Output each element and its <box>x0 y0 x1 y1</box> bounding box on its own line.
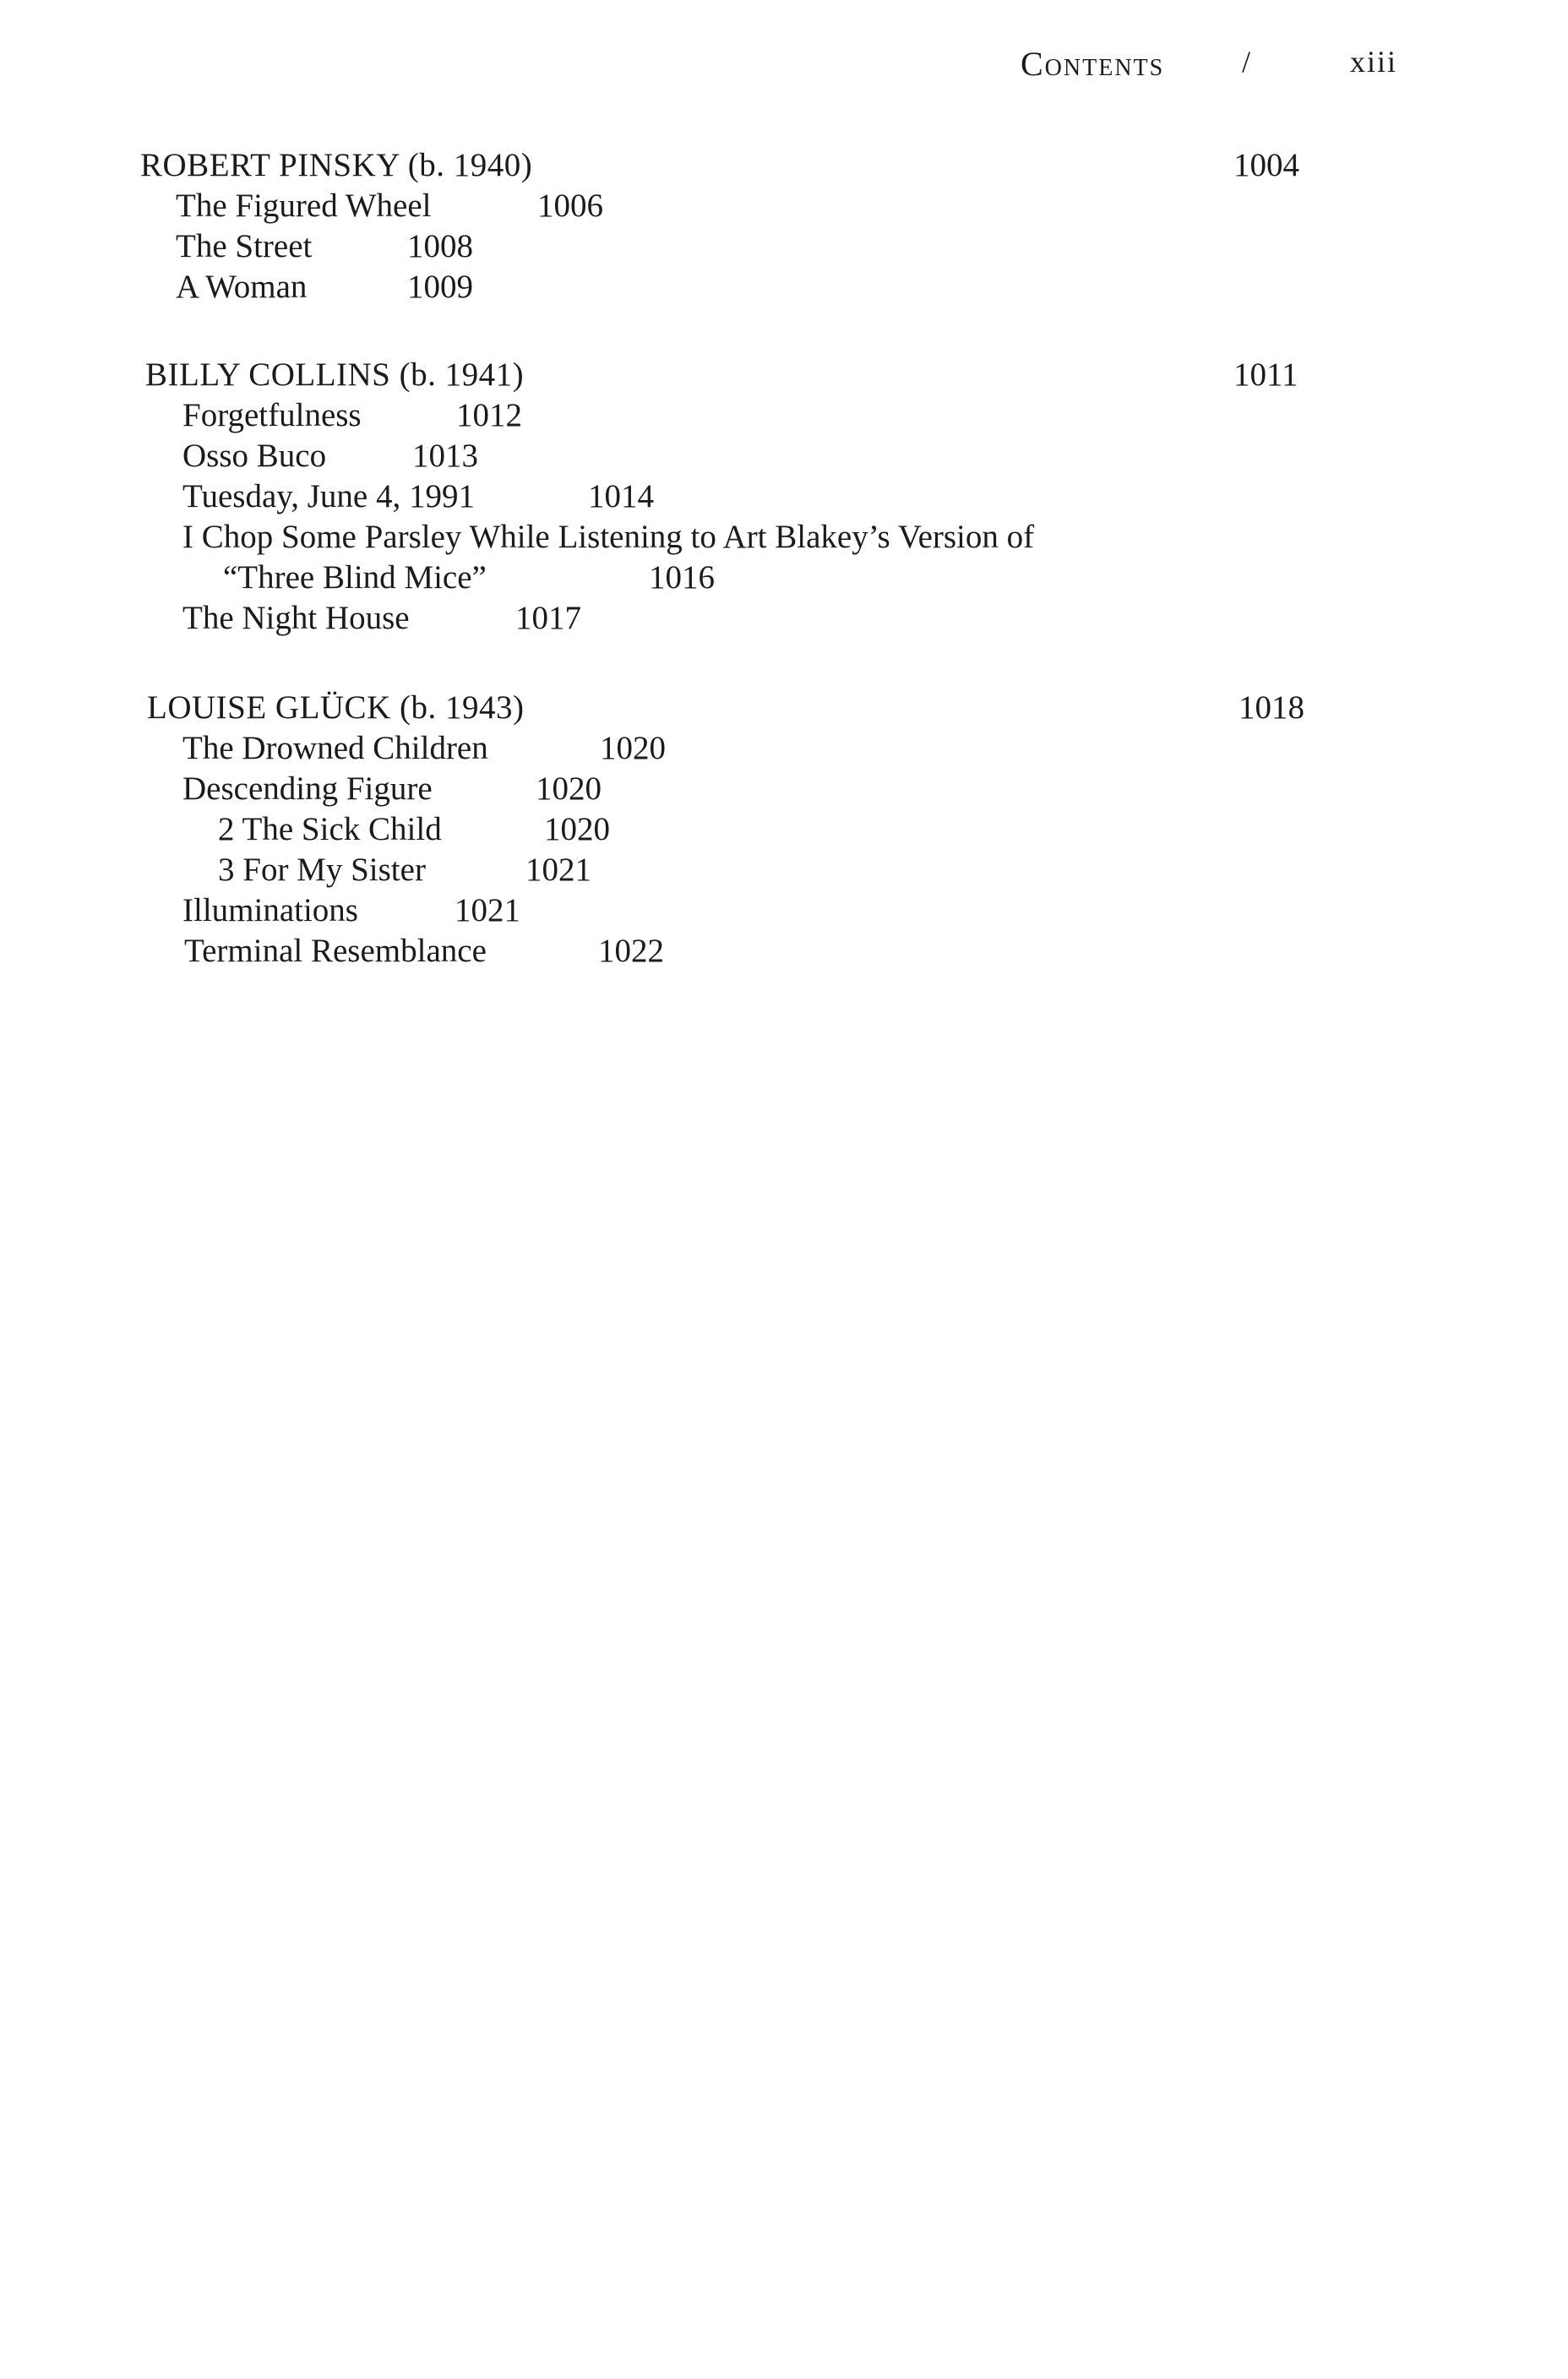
poem-page-number: 1020 <box>536 770 602 807</box>
poem-title: “Three Blind Mice” <box>223 559 487 596</box>
poem-page-number: 1020 <box>544 811 610 847</box>
toc-poem-entry <box>0 931 1568 972</box>
poem-title: A Woman <box>176 269 308 305</box>
author-page-number: 1011 <box>1233 357 1298 393</box>
poem-page-number: 1012 <box>456 397 522 433</box>
toc-poem-entry <box>0 226 1568 267</box>
author-name: ROBERT PINSKY (b. 1940) <box>140 147 533 183</box>
author-name: LOUISE GLÜCK (b. 1943) <box>147 689 525 726</box>
poem-title: 2 The Sick Child <box>218 811 442 847</box>
poem-title: The Night House <box>182 600 410 636</box>
poem-page-number: 1013 <box>412 438 478 474</box>
author-name: BILLY COLLINS (b. 1941) <box>145 357 525 393</box>
poem-page-number: 1006 <box>537 188 603 224</box>
author-entry-collins <box>0 355 1568 639</box>
author-page-number: 1004 <box>1233 147 1299 183</box>
toc-poem-entry <box>0 186 1568 226</box>
poem-list <box>0 395 1568 639</box>
poem-title: Tuesday, June 4, 1991 <box>182 478 475 514</box>
poem-page-number: 1022 <box>598 933 664 969</box>
toc-poem-entry <box>0 769 1568 809</box>
running-head-section: Contents <box>1021 45 1165 83</box>
author-line <box>0 688 1568 728</box>
toc-poem-subsection <box>0 850 1568 890</box>
toc-poem-entry <box>0 517 1568 558</box>
poem-title: Descending Figure <box>182 770 433 807</box>
toc-poem-entry-continuation <box>0 558 1568 598</box>
poem-list <box>0 186 1568 308</box>
toc-poem-entry <box>0 598 1568 639</box>
running-head-page-number: xiii <box>1350 45 1398 79</box>
poem-page-number: 1017 <box>515 600 581 636</box>
toc-poem-entry <box>0 476 1568 517</box>
poem-page-number: 1008 <box>407 228 473 264</box>
toc-poem-subsection <box>0 809 1568 850</box>
poem-page-number: 1020 <box>600 730 666 766</box>
poem-page-number: 1016 <box>649 559 715 596</box>
toc-poem-entry <box>0 395 1568 436</box>
poem-page-number: 1021 <box>525 852 591 888</box>
poem-title: The Figured Wheel <box>176 188 432 224</box>
poem-title: I Chop Some Parsley While Listening to Art Blakey’s Version of <box>182 519 1035 555</box>
poem-title: 3 For My Sister <box>218 852 426 888</box>
running-head-separator: / <box>1242 45 1251 79</box>
toc-poem-entry <box>0 436 1568 476</box>
toc-poem-entry <box>0 267 1568 308</box>
poem-title: The Drowned Children <box>182 730 488 766</box>
author-entry-gluck <box>0 688 1568 972</box>
poem-title: Forgetfulness <box>182 397 362 433</box>
poem-page-number: 1014 <box>588 478 654 514</box>
poem-page-number: 1009 <box>407 269 473 305</box>
toc-poem-entry <box>0 890 1568 931</box>
poem-title: Osso Buco <box>182 438 327 474</box>
poem-title: Terminal Resemblance <box>184 933 487 969</box>
poem-title: The Street <box>176 228 313 264</box>
poem-page-number: 1021 <box>455 892 520 928</box>
poem-title: Illuminations <box>182 892 358 928</box>
author-line <box>0 145 1568 186</box>
toc-poem-entry <box>0 728 1568 769</box>
poem-list <box>0 728 1568 972</box>
author-line <box>0 355 1568 395</box>
author-entry-pinsky <box>0 145 1568 308</box>
running-head <box>0 44 1568 86</box>
author-page-number: 1018 <box>1239 689 1304 726</box>
